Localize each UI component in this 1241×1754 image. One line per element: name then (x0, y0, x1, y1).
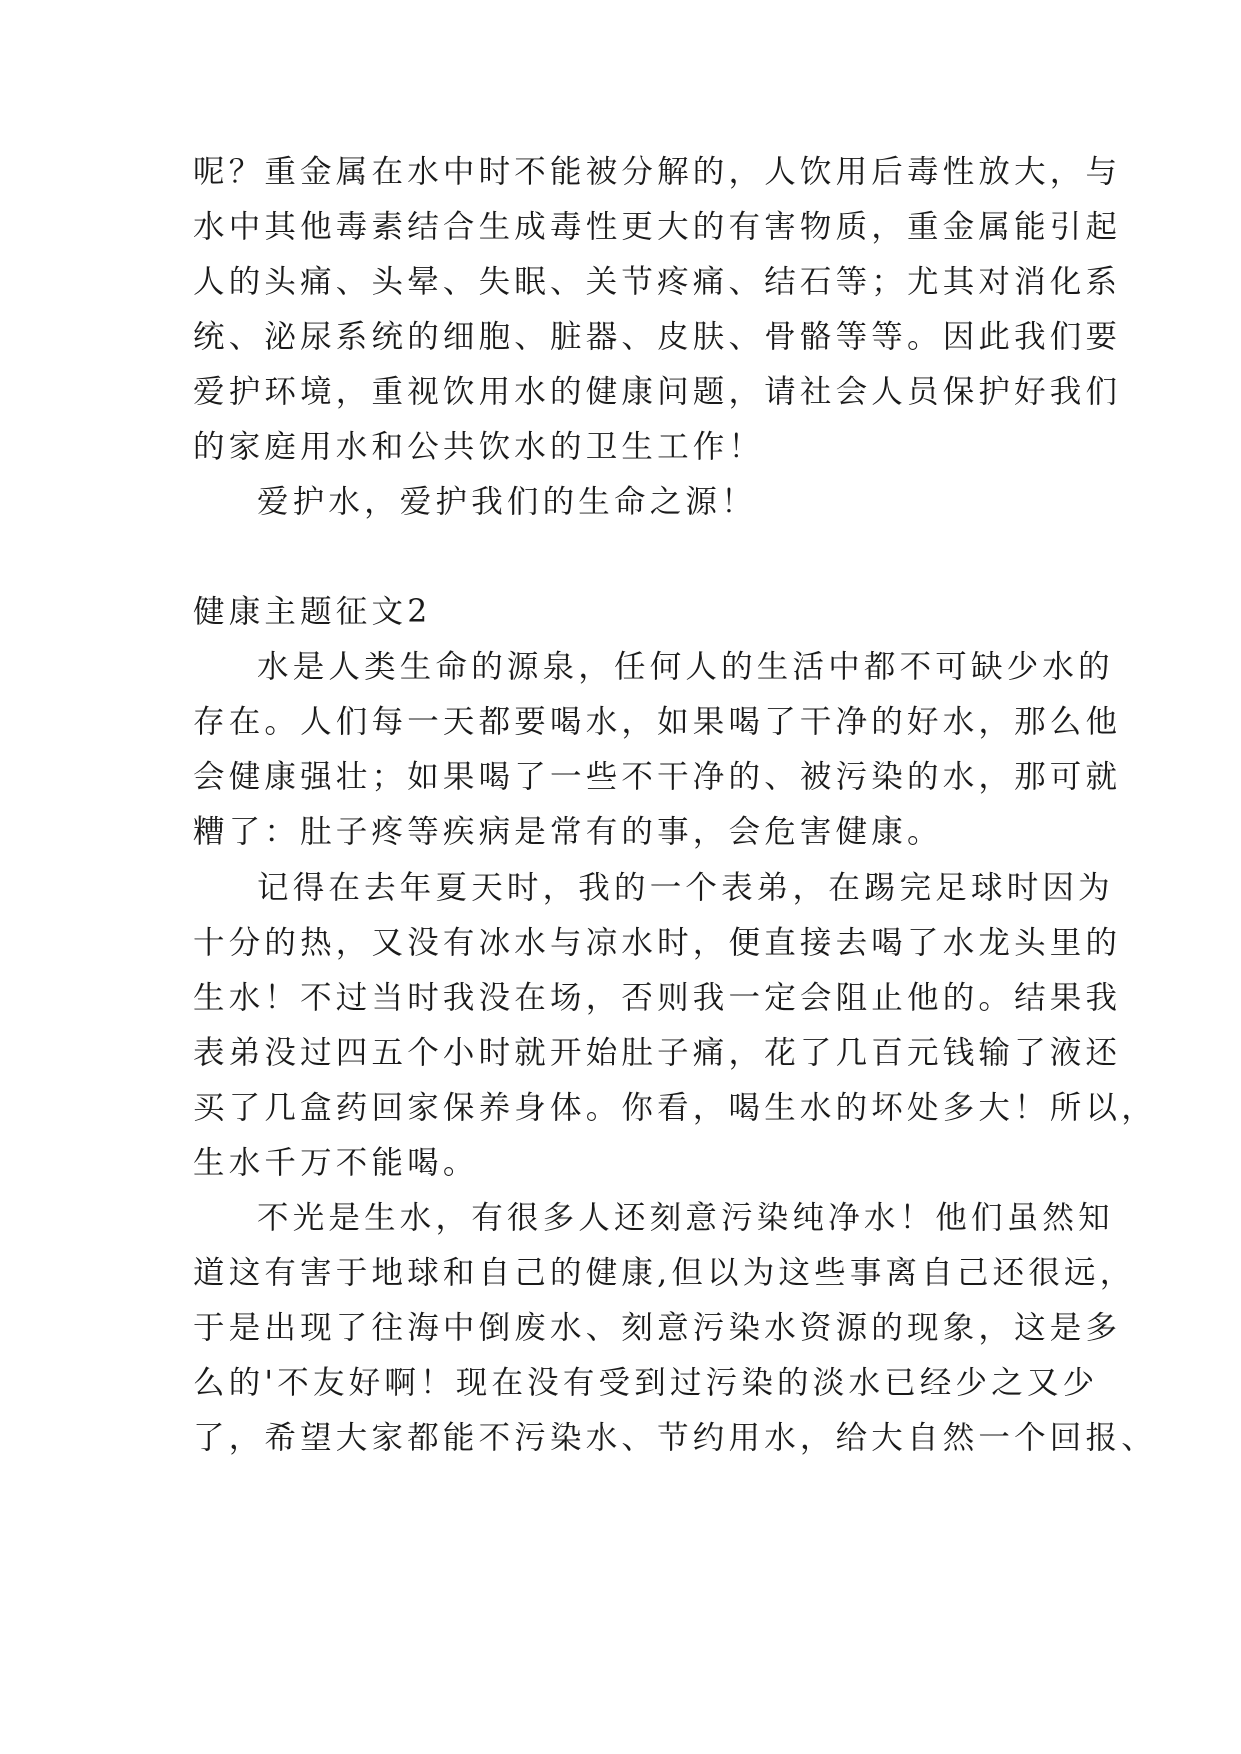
text-line: 表弟没过四五个小时就开始肚子痛，花了几百元钱输了液还 (193, 1035, 1122, 1071)
text-line: 买了几盒药回家保养身体。你看，喝生水的坏处多大！所以， (193, 1090, 1157, 1126)
text-line: 生水！不过当时我没在场，否则我一定会阻止他的。结果我 (193, 980, 1122, 1016)
text-line: 了，希望大家都能不污染水、节约用水，给大自然一个回报、 (193, 1420, 1157, 1456)
text-line: 会健康强壮；如果喝了一些不干净的、被污染的水，那可就 (193, 759, 1122, 795)
text-line: 么的'不友好啊！现在没有受到过污染的淡水已经少之又少 (193, 1365, 1099, 1401)
text-line: 呢？重金属在水中时不能被分解的，人饮用后毒性放大，与 (193, 154, 1122, 190)
text-line: 水中其他毒素结合生成毒性更大的有害物质，重金属能引起 (193, 209, 1122, 245)
text-line: 的家庭用水和公共饮水的卫生工作！ (193, 429, 765, 465)
text-line: 糟了：肚子疼等疾病是常有的事，会危害健康。 (193, 814, 943, 850)
text-line: 记得在去年夏天时，我的一个表弟，在踢完足球时因为 (257, 870, 1114, 906)
text-line: 人的头痛、头晕、失眠、关节疼痛、结石等；尤其对消化系 (193, 264, 1122, 300)
text-line: 生水千万不能喝。 (193, 1145, 479, 1181)
text-line: 爱护环境，重视饮用水的健康问题，请社会人员保护好我们 (193, 374, 1122, 410)
text-line: 存在。人们每一天都要喝水，如果喝了干净的好水，那么他 (193, 704, 1122, 740)
text-line: 统、泌尿系统的细胞、脏器、皮肤、骨骼等等。因此我们要 (193, 319, 1122, 355)
section-heading: 健康主题征文2 (193, 594, 432, 630)
closing-line: 爱护水，爱护我们的生命之源！ (257, 484, 757, 520)
text-line: 十分的热，又没有冰水与凉水时，便直接去喝了水龙头里的 (193, 925, 1122, 961)
text-line: 于是出现了往海中倒废水、刻意污染水资源的现象，这是多 (193, 1310, 1122, 1346)
text-line: 水是人类生命的源泉，任何人的生活中都不可缺少水的 (257, 649, 1114, 685)
text-line: 不光是生水，有很多人还刻意污染纯净水！他们虽然知 (257, 1200, 1114, 1236)
text-line: 道这有害于地球和自己的健康,但以为这些事离自己还很远， (193, 1255, 1136, 1291)
